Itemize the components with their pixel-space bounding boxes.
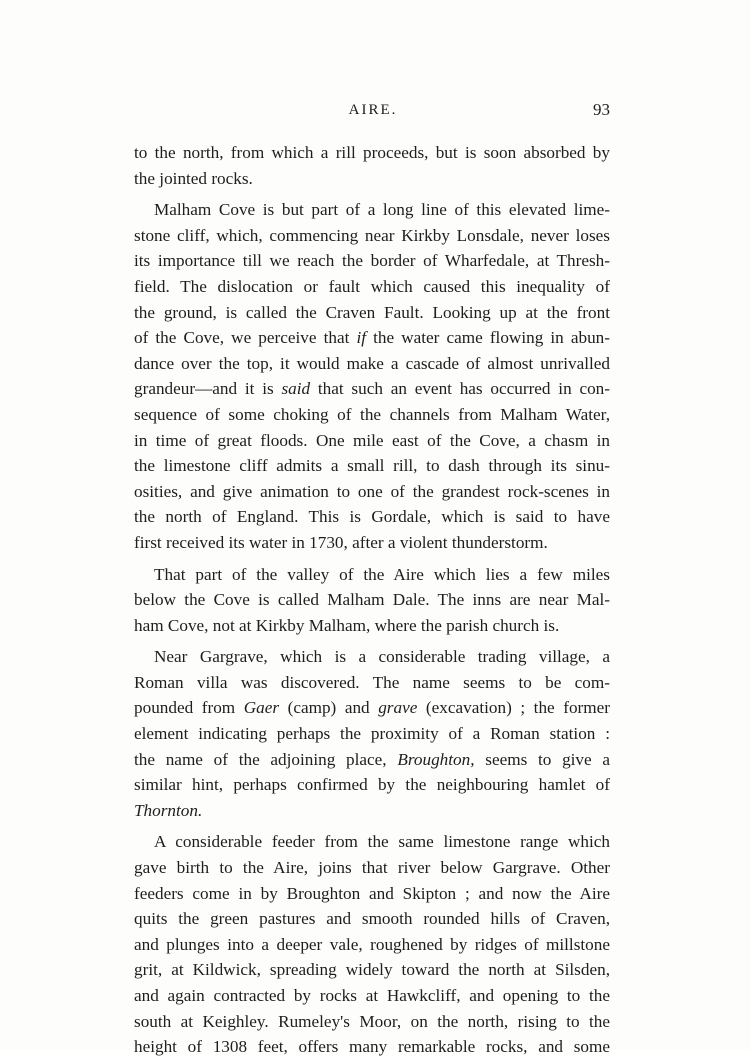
- text-line: ham Cove, not at Kirkby Malham, where the parish church is.: [134, 615, 560, 635]
- text-line: Malham Cove is but part of a long line of this elevated lime-: [154, 200, 610, 220]
- text-run: (excavation) ; the former: [417, 698, 610, 718]
- text-line: [134, 747, 610, 773]
- text-line: and plunges into a deeper vale, roughened by ridges of millstone: [134, 934, 610, 954]
- text-line: feeders come in by Broughton and Skipton ; and now the Aire: [134, 883, 610, 903]
- text-run: (camp) and: [279, 698, 379, 718]
- text-line: That part of the valley of the Aire which lies a few miles: [154, 564, 610, 584]
- text-line: [134, 376, 610, 402]
- text-run: the name of the adjoining place,: [134, 749, 398, 769]
- italic-word: grave: [378, 698, 418, 718]
- text-line: the north of England. This is Gordale, which is said to have: [134, 507, 610, 527]
- text-line: Near Gargrave, which is a considerable trading village, a: [154, 647, 610, 667]
- text-line: Roman villa was discovered. The name seems to be com-: [134, 672, 610, 692]
- text-line: element indicating perhaps the proximity of a Roman station :: [134, 724, 610, 744]
- text-line: the jointed rocks.: [134, 168, 253, 188]
- text-line: [134, 798, 610, 824]
- text-line: first received its water in 1730, after a violent thunderstorm.: [134, 532, 548, 552]
- text-run: of the Cove, we perceive that: [134, 328, 357, 348]
- text-line: height of 1308 feet, offers many remarkable rocks, and some: [134, 1037, 610, 1057]
- text-run: seems to give a: [474, 749, 611, 769]
- text-line: [134, 325, 610, 351]
- text-line: in time of great floods. One mile east of the Cove, a chasm in: [134, 430, 610, 450]
- text-line: gave birth to the Aire, joins that river below Gargrave. Other: [134, 858, 610, 878]
- text-line: [134, 695, 610, 721]
- text-line: its importance till we reach the border of Wharfedale, at Thresh-: [134, 251, 610, 271]
- italic-word: Thornton.: [134, 800, 203, 820]
- text-line: field. The dislocation or fault which caused this inequality of: [134, 276, 610, 296]
- running-title: AIRE.: [348, 102, 398, 118]
- text-line: and again contracted by rocks at Hawkcliff, and opening to the: [134, 986, 610, 1005]
- text-line: the ground, is called the Craven Fault. Looking up at the front: [134, 302, 610, 322]
- text-line: stone cliff, which, commencing near Kirkby Lonsdale, never loses: [134, 225, 610, 245]
- text-line: south at Keighley. Rumeley's Moor, on the north, rising to the: [134, 1011, 610, 1031]
- text-run: that such an event has occurred in con-: [310, 379, 610, 399]
- italic-word: Broughton,: [397, 749, 475, 769]
- text-run: pounded from: [134, 698, 244, 718]
- text-line: sequence of some choking of the channels from Malham Water,: [134, 404, 610, 424]
- italic-word: Gaer: [243, 698, 280, 718]
- text-line: below the Cove is called Malham Dale. The inns are near Mal-: [134, 590, 610, 610]
- body-text: [134, 140, 610, 1060]
- page-number: 93: [593, 100, 610, 119]
- text-line: quits the green pastures and smooth rounded hills of Craven,: [134, 909, 610, 929]
- text-line: dance over the top, it would make a cascade of almost unrivalled: [134, 353, 610, 373]
- running-head: [136, 100, 610, 124]
- italic-word: said: [281, 379, 311, 399]
- text-line: the limestone cliff admits a small rill, to dash through its sinu-: [134, 456, 610, 476]
- italic-word: if: [356, 328, 367, 348]
- text-line: A considerable feeder from the same limestone range which: [154, 832, 610, 852]
- text-line: grit, at Kildwick, spreading widely toward the north at Silsden,: [134, 960, 610, 980]
- text-line: osities, and give animation to one of the grandest rock-scenes in: [134, 481, 610, 501]
- text-run: the water came flowing in abun-: [366, 328, 610, 348]
- text-line: to the north, from which a rill proceeds, but is soon absorbed by: [134, 143, 610, 162]
- text-run: grandeur—and it is: [134, 379, 282, 399]
- text-line: similar hint, perhaps confirmed by the neighbouring hamlet of: [134, 775, 610, 795]
